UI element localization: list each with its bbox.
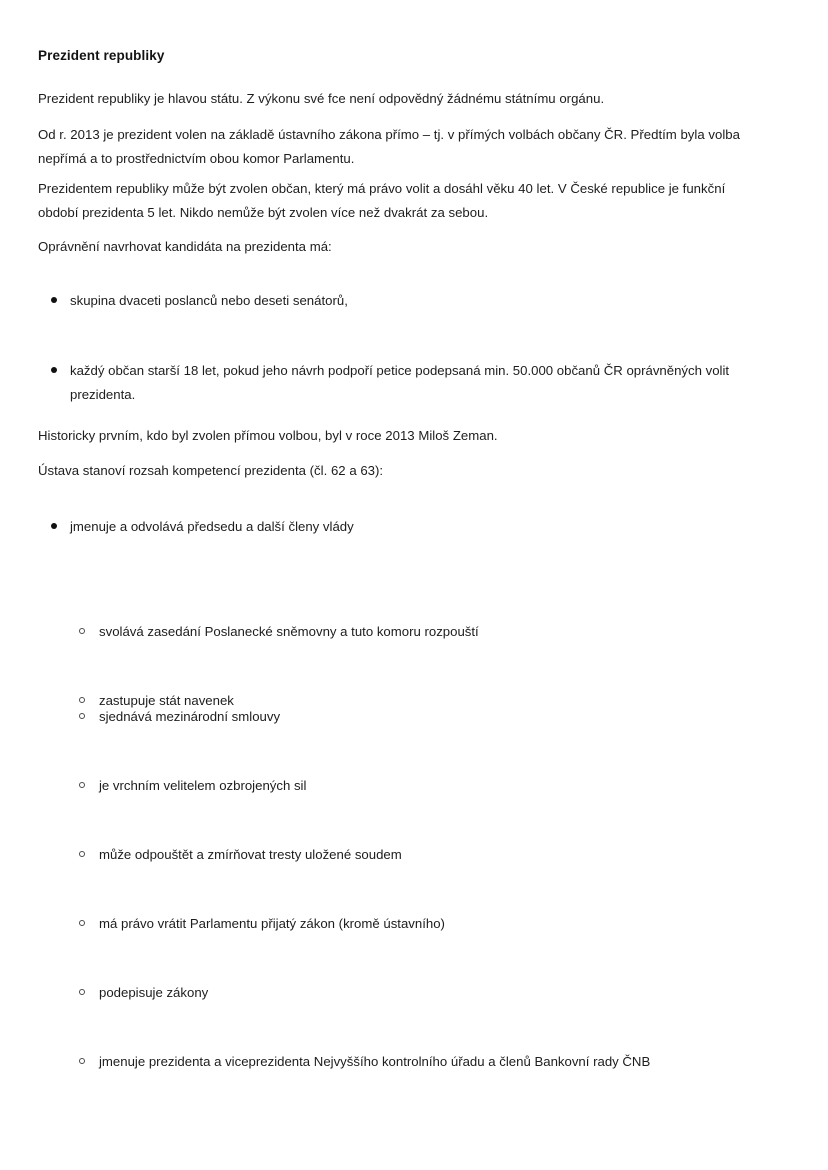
bullet-circle-icon <box>79 920 85 926</box>
list-item-label: jmenuje prezidenta a viceprezidenta Nejvyššího kontrolního úřadu a členů Bankovní rady ČNB <box>99 1054 651 1069</box>
list-item-label: podepisuje zákony <box>99 985 209 1000</box>
paragraph-intro: Prezident republiky je hlavou státu. Z výkonu své fce není odpovědný žádnému státnímu orgánu. <box>38 91 605 107</box>
bullet-disc-icon <box>51 367 57 373</box>
list-item <box>48 515 748 539</box>
list-item-label: je vrchním velitelem ozbrojených sil <box>99 778 307 793</box>
bullet-circle-icon <box>79 697 85 703</box>
list-item <box>75 620 755 644</box>
list-item-label: svolává zasedání Poslanecké sněmovny a tuto komoru rozpouští <box>99 624 479 639</box>
paragraph-competences-lead: Ústava stanoví rozsah kompetencí prezidenta (čl. 62 a 63): <box>38 463 384 479</box>
paragraph-eligibility: Prezidentem republiky může být zvolen občan, který má právo volit a dosáhl věku 40 let. V České republice je funkční období prezidenta 5 let. Nikdo nemůže být zvolen více než dvakrát za sebou. <box>38 181 726 221</box>
list-item <box>48 359 748 407</box>
list-item <box>75 981 755 1005</box>
list-item <box>75 705 755 729</box>
paragraph-first-elected: Historicky prvním, kdo byl zvolen přímou volbou, byl v roce 2013 Miloš Zeman. <box>38 428 498 444</box>
list-item-label: každý občan starší 18 let, pokud jeho návrh podpoří petice podepsaná min. 50.000 občanů ČR oprávněných volit prezidenta. <box>70 363 730 402</box>
paragraph-election-method: Od r. 2013 je prezident volen na základě ústavního zákona přímo – tj. v přímých volbách občany ČR. Předtím byla volba nepřímá a to prostřednictvím obou komor Parlamentu. <box>38 127 740 167</box>
list-item-label: může odpouštět a zmírňovat tresty uložené soudem <box>99 847 402 862</box>
bullet-disc-icon <box>51 297 57 303</box>
bullet-circle-icon <box>79 1058 85 1064</box>
page-title: Prezident republiky <box>38 48 165 64</box>
list-item <box>48 289 748 313</box>
list-item-label: zastupuje stát navenek <box>99 693 234 708</box>
paragraph-nomination-lead: Oprávnění navrhovat kandidáta na prezidenta má: <box>38 239 332 255</box>
bullet-circle-icon <box>79 628 85 634</box>
list-item <box>75 774 755 798</box>
bullet-circle-icon <box>79 989 85 995</box>
bullet-circle-icon <box>79 851 85 857</box>
list-item-label: jmenuje a odvolává předsedu a další členy vlády <box>70 519 354 534</box>
bullet-disc-icon <box>51 523 57 529</box>
list-item-label: skupina dvaceti poslanců nebo deseti senátorů, <box>70 293 348 308</box>
list-item-label: sjednává mezinárodní smlouvy <box>99 709 281 724</box>
list-item-label: má právo vrátit Parlamentu přijatý zákon (kromě ústavního) <box>99 916 445 931</box>
list-item <box>75 1050 755 1074</box>
bullet-circle-icon <box>79 713 85 719</box>
list-item <box>75 912 755 936</box>
list-item <box>75 843 755 867</box>
bullet-circle-icon <box>79 782 85 788</box>
